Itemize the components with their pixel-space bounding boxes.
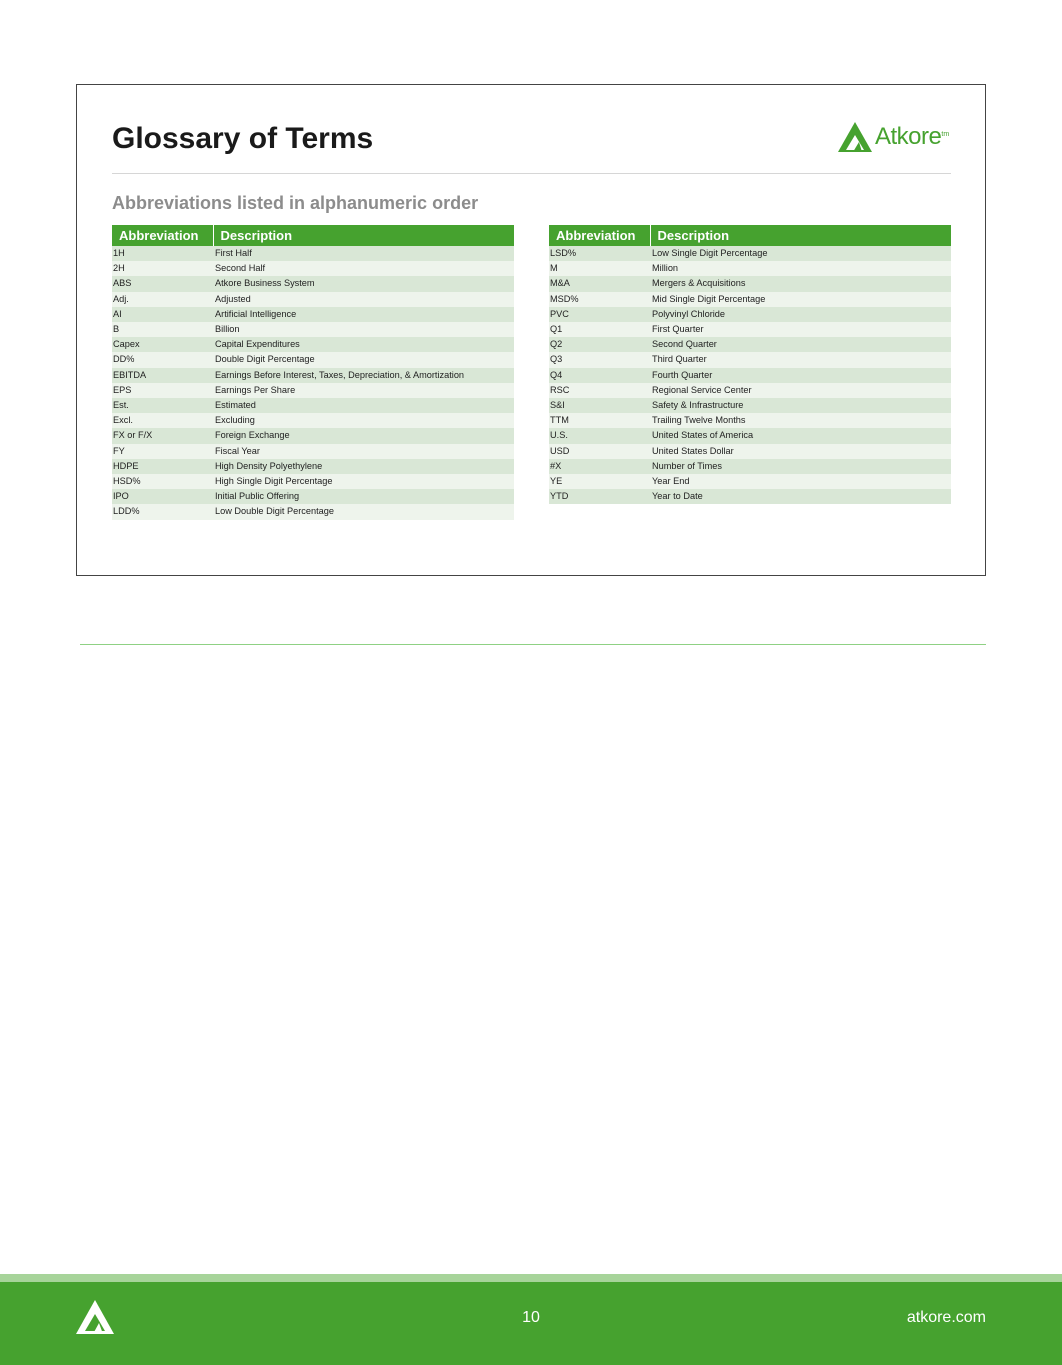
column-header-description: Description: [213, 225, 514, 246]
description-cell: First Half: [213, 246, 514, 261]
abbreviation-cell: Q4: [549, 368, 650, 383]
description-cell: Trailing Twelve Months: [650, 413, 951, 428]
atkore-triangle-icon: [837, 121, 873, 153]
description-cell: Fourth Quarter: [650, 368, 951, 383]
abbreviation-cell: S&I: [549, 398, 650, 413]
column-header-description: Description: [650, 225, 951, 246]
abbreviation-cell: M: [549, 261, 650, 276]
description-cell: United States Dollar: [650, 444, 951, 459]
description-cell: Estimated: [213, 398, 514, 413]
table-row: [549, 489, 951, 504]
description-cell: Polyvinyl Chloride: [650, 307, 951, 322]
trademark-mark: tm: [941, 131, 950, 138]
description-cell: United States of America: [650, 428, 951, 443]
table-row: [549, 383, 951, 398]
column-header-abbreviation: Abbreviation: [112, 225, 213, 246]
abbreviation-cell: RSC: [549, 383, 650, 398]
abbreviation-cell: PVC: [549, 307, 650, 322]
abbreviation-cell: EBITDA: [112, 368, 213, 383]
description-cell: Million: [650, 261, 951, 276]
table-header-row: [549, 225, 951, 246]
abbreviation-cell: 1H: [112, 246, 213, 261]
footer-accent-band: [0, 1274, 1062, 1282]
table-row: [112, 276, 514, 291]
table-header-row: [112, 225, 514, 246]
description-cell: Excluding: [213, 413, 514, 428]
table-row: [549, 352, 951, 367]
table-row: [549, 276, 951, 291]
description-cell: Billion: [213, 322, 514, 337]
abbreviation-cell: 2H: [112, 261, 213, 276]
description-cell: Mergers & Acquisitions: [650, 276, 951, 291]
abbreviation-cell: Adj.: [112, 292, 213, 307]
table-row: [112, 368, 514, 383]
description-cell: Third Quarter: [650, 352, 951, 367]
abbreviation-cell: LDD%: [112, 504, 213, 519]
table-row: [549, 444, 951, 459]
abbreviation-cell: #X: [549, 459, 650, 474]
table-row: [112, 398, 514, 413]
abbreviation-cell: Capex: [112, 337, 213, 352]
description-cell: Low Double Digit Percentage: [213, 504, 514, 519]
abbreviation-cell: YTD: [549, 489, 650, 504]
description-cell: Number of Times: [650, 459, 951, 474]
page-title: Glossary of Terms: [112, 122, 374, 155]
abbreviation-cell: Est.: [112, 398, 213, 413]
table-row: [549, 246, 951, 261]
table-row: [112, 261, 514, 276]
table-row: [112, 444, 514, 459]
glossary-table-right: [549, 225, 951, 504]
description-cell: Year End: [650, 474, 951, 489]
abbreviation-cell: HDPE: [112, 459, 213, 474]
description-cell: Safety & Infrastructure: [650, 398, 951, 413]
abbreviation-cell: Q3: [549, 352, 650, 367]
title-divider: [112, 173, 951, 174]
abbreviation-cell: Q1: [549, 322, 650, 337]
description-cell: Low Single Digit Percentage: [650, 246, 951, 261]
column-header-abbreviation: Abbreviation: [549, 225, 650, 246]
abbreviation-cell: USD: [549, 444, 650, 459]
description-cell: Earnings Before Interest, Taxes, Depreciation, & Amortization: [213, 368, 514, 383]
table-row: [549, 413, 951, 428]
description-cell: Foreign Exchange: [213, 428, 514, 443]
abbreviation-cell: HSD%: [112, 474, 213, 489]
description-cell: Capital Expenditures: [213, 337, 514, 352]
description-cell: High Density Polyethylene: [213, 459, 514, 474]
table-row: [549, 261, 951, 276]
description-cell: Atkore Business System: [213, 276, 514, 291]
table-row: [112, 474, 514, 489]
abbreviation-cell: MSD%: [549, 292, 650, 307]
table-row: [112, 383, 514, 398]
description-cell: Mid Single Digit Percentage: [650, 292, 951, 307]
table-row: [549, 459, 951, 474]
table-row: [112, 413, 514, 428]
table-row: [112, 246, 514, 261]
description-cell: Fiscal Year: [213, 444, 514, 459]
section-divider: [80, 644, 986, 645]
table-row: [112, 428, 514, 443]
description-cell: Adjusted: [213, 292, 514, 307]
description-cell: Second Half: [213, 261, 514, 276]
glossary-table-left: [112, 225, 514, 520]
table-row: [549, 337, 951, 352]
abbreviation-cell: ABS: [112, 276, 213, 291]
abbreviation-cell: FX or F/X: [112, 428, 213, 443]
logo-wordmark: Atkore: [875, 123, 942, 150]
page-footer: [0, 1274, 1062, 1365]
description-cell: First Quarter: [650, 322, 951, 337]
description-cell: Earnings Per Share: [213, 383, 514, 398]
table-row: [549, 368, 951, 383]
abbreviation-cell: B: [112, 322, 213, 337]
abbreviation-cell: Excl.: [112, 413, 213, 428]
abbreviation-cell: M&A: [549, 276, 650, 291]
abbreviation-cell: DD%: [112, 352, 213, 367]
abbreviation-cell: YE: [549, 474, 650, 489]
table-row: [549, 322, 951, 337]
section-subtitle: Abbreviations listed in alphanumeric order: [112, 193, 479, 213]
abbreviation-cell: FY: [112, 444, 213, 459]
atkore-logo: [837, 121, 949, 153]
abbreviation-cell: Q2: [549, 337, 650, 352]
glossary-slide: [76, 84, 986, 576]
table-row: [549, 307, 951, 322]
table-row: [112, 504, 514, 519]
description-cell: Initial Public Offering: [213, 489, 514, 504]
description-cell: Year to Date: [650, 489, 951, 504]
abbreviation-cell: LSD%: [549, 246, 650, 261]
table-row: [549, 474, 951, 489]
table-row: [112, 337, 514, 352]
description-cell: Artificial Intelligence: [213, 307, 514, 322]
abbreviation-cell: IPO: [112, 489, 213, 504]
description-cell: High Single Digit Percentage: [213, 474, 514, 489]
description-cell: Double Digit Percentage: [213, 352, 514, 367]
table-row: [112, 307, 514, 322]
table-row: [112, 489, 514, 504]
table-row: [112, 292, 514, 307]
abbreviation-cell: TTM: [549, 413, 650, 428]
table-row: [112, 352, 514, 367]
page-number: 10: [522, 1309, 540, 1326]
abbreviation-cell: EPS: [112, 383, 213, 398]
table-row: [112, 322, 514, 337]
table-row: [549, 398, 951, 413]
website-link[interactable]: atkore.com: [906, 1309, 986, 1326]
abbreviation-cell: U.S.: [549, 428, 650, 443]
description-cell: Second Quarter: [650, 337, 951, 352]
table-row: [549, 292, 951, 307]
description-cell: Regional Service Center: [650, 383, 951, 398]
atkore-triangle-icon: [75, 1299, 115, 1335]
table-row: [549, 428, 951, 443]
abbreviation-cell: AI: [112, 307, 213, 322]
table-row: [112, 459, 514, 474]
